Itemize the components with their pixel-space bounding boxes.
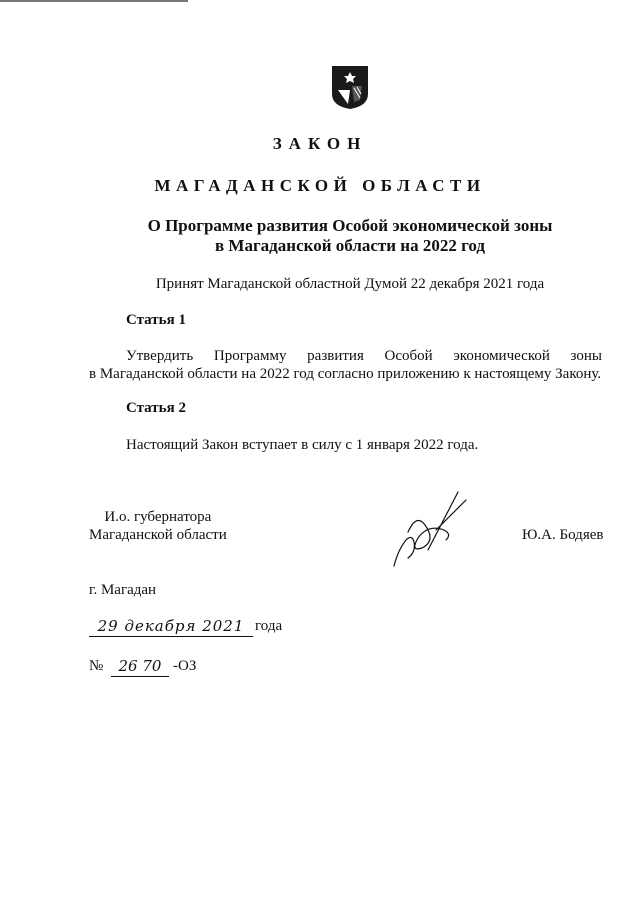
signatory-title	[89, 508, 227, 544]
article-1-text-line-1: Утвердить Программу развития Особой экономической зоны	[126, 348, 602, 364]
signatory-name: Ю.А. Бодяев	[522, 527, 604, 543]
scan-edge-line	[0, 0, 188, 2]
law-number-suffix: -ОЗ	[173, 658, 197, 674]
article-1-heading: Статья 1	[126, 312, 186, 328]
signatory-title-line-2: Магаданской области	[89, 527, 227, 543]
law-number-line	[89, 656, 289, 680]
coat-of-arms-icon	[330, 64, 370, 110]
region-title: МАГАДАНСКОЙ ОБЛАСТИ	[154, 176, 486, 195]
number-sign: №	[89, 658, 104, 674]
article-2-heading: Статья 2	[126, 400, 186, 416]
article-1-text-line-2: в Магаданской области на 2022 год согласно приложению к настоящему Закону.	[89, 366, 602, 382]
document-type: ЗАКОН	[272, 134, 368, 153]
date-line	[89, 616, 329, 640]
adoption-note: Принят Магаданской областной Думой 22 декабря 2021 года	[155, 276, 545, 292]
handwritten-signature	[388, 490, 478, 570]
signatory-title-line-1: И.о. губернатора	[104, 509, 212, 525]
city: г. Магадан	[89, 582, 157, 598]
law-subtitle	[0, 216, 640, 256]
article-2-text: Настоящий Закон вступает в силу с 1 января 2022 года.	[126, 437, 479, 453]
handwritten-law-number: 26 70	[111, 656, 169, 677]
handwritten-date: 29 декабря 2021	[89, 616, 253, 637]
law-subtitle-line-1: О Программе развития Особой экономической зоны	[147, 216, 553, 235]
date-suffix: года	[255, 618, 283, 634]
law-subtitle-line-2: в Магаданской области на 2022 год	[214, 236, 485, 255]
